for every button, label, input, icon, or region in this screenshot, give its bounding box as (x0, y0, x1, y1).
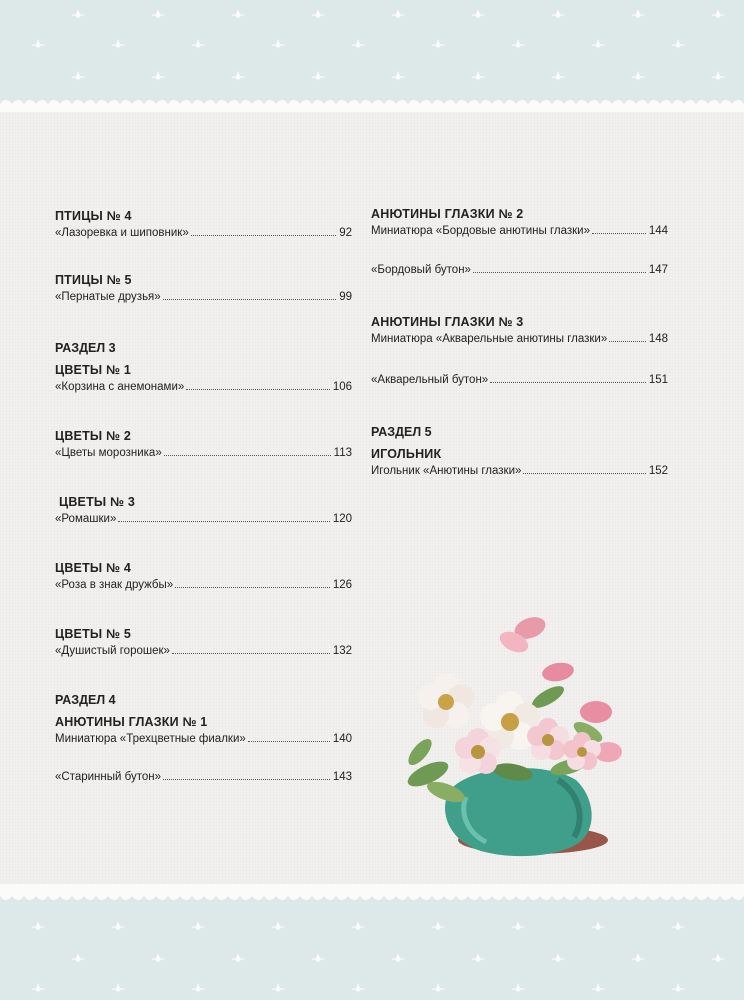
page-number: 140 (332, 733, 352, 745)
entry-title: АНЮТИНЫ ГЛАЗКИ № 2 (371, 207, 524, 221)
entry-item: «Душистый горошек» (55, 645, 170, 657)
entry-title: ЦВЕТЫ № 5 (55, 627, 132, 641)
page-number: 152 (648, 465, 668, 477)
dot-leader (248, 741, 330, 742)
entry-line[interactable] (55, 578, 352, 593)
page-number: 99 (339, 291, 352, 303)
dot-leader (523, 473, 645, 474)
entry-line[interactable] (55, 446, 352, 461)
dot-leader (473, 272, 646, 273)
page-number: 151 (648, 374, 668, 386)
entry-line[interactable] (371, 332, 668, 347)
toc-entry-flowers-5 (55, 626, 352, 659)
entry-item: «Цветы морозника» (55, 447, 162, 459)
flower-vase-illustration (398, 602, 630, 860)
toc-entry-pansies-3 (371, 314, 668, 388)
dot-leader (163, 299, 337, 300)
entry-item: Миниатюра «Трехцветные фиалки» (55, 733, 246, 745)
entry-item: «Старинный бутон» (55, 771, 162, 783)
entry-title: ЦВЕТЫ № 1 (55, 363, 132, 377)
entry-line[interactable] (55, 644, 352, 659)
entry-line[interactable] (371, 263, 668, 278)
toc-entry-needlebook (371, 446, 668, 479)
entry-title: АНЮТИНЫ ГЛАЗКИ № 1 (55, 715, 208, 729)
entry-line[interactable] (55, 226, 352, 241)
toc-entry-pansies-2 (371, 206, 668, 278)
entry-item: Игольник «Анютины глазки» (371, 465, 522, 477)
dot-leader (118, 521, 329, 522)
entry-item: «Роза в знак дружбы» (55, 579, 174, 591)
entry-line[interactable] (371, 224, 668, 239)
vase (445, 768, 592, 856)
dot-leader (609, 341, 646, 342)
page-number: 113 (333, 447, 352, 459)
entry-item: Миниатюра «Акварельные анютины глазки» (371, 333, 608, 345)
entry-item: «Бордовый бутон» (371, 264, 471, 276)
toc-entry-flowers-2 (55, 428, 352, 461)
entry-title: ЦВЕТЫ № 2 (55, 429, 132, 443)
entry-title: АНЮТИНЫ ГЛАЗКИ № 3 (371, 315, 524, 329)
entry-line[interactable] (55, 380, 352, 395)
entry-item: «Ромашки» (55, 513, 117, 525)
page-number: 132 (332, 645, 352, 657)
section-heading-4: РАЗДЕЛ 4 (55, 693, 116, 707)
dot-leader (191, 235, 336, 236)
entry-title: ЦВЕТЫ № 3 (59, 495, 136, 509)
dot-leader (186, 389, 330, 390)
section-heading-5: РАЗДЕЛ 5 (371, 425, 432, 439)
white-flowers (418, 673, 601, 774)
dot-leader (172, 653, 330, 654)
page-number: 92 (339, 227, 352, 239)
entry-title: ПТИЦЫ № 4 (55, 209, 132, 223)
page-number: 106 (332, 381, 352, 393)
toc-entry-flowers-4 (55, 560, 352, 593)
entry-line[interactable] (371, 373, 668, 388)
entry-line[interactable] (55, 770, 352, 785)
entry-item: «Корзина с анемонами» (55, 381, 185, 393)
entry-item: Миниатюра «Бордовые анютины глазки» (371, 225, 591, 237)
dot-leader (163, 779, 330, 780)
dot-leader (164, 455, 331, 456)
entry-line[interactable] (55, 732, 352, 747)
dot-leader (175, 587, 330, 588)
bottom-decorative-band (0, 890, 744, 1000)
entry-title: ЦВЕТЫ № 4 (55, 561, 132, 575)
toc-entry-flowers-1 (55, 362, 352, 395)
page-number: 144 (648, 225, 668, 237)
toc-entry-birds-4 (55, 208, 352, 241)
section-heading-3: РАЗДЕЛ 3 (55, 341, 116, 355)
bottom-lace-border (0, 884, 744, 906)
entry-item: «Лазоревка и шиповник» (55, 227, 189, 239)
entry-title: ИГОЛЬНИК (371, 447, 442, 461)
page-number: 126 (332, 579, 352, 591)
toc-entry-flowers-3 (55, 494, 352, 527)
entry-item: «Пернатые друзья» (55, 291, 161, 303)
dot-leader (592, 233, 646, 234)
entry-title: ПТИЦЫ № 5 (55, 273, 132, 287)
page-number: 143 (332, 771, 352, 783)
entry-line[interactable] (371, 464, 668, 479)
page-number: 120 (332, 513, 352, 525)
toc-entry-pansies-1 (55, 714, 352, 785)
dot-leader (490, 382, 646, 383)
page-number: 147 (648, 264, 668, 276)
toc-entry-birds-5 (55, 272, 352, 305)
page-number: 148 (648, 333, 668, 345)
entry-line[interactable] (55, 290, 352, 305)
bottom-pattern-motifs (0, 890, 744, 1000)
entry-item: «Акварельный бутон» (371, 374, 489, 386)
entry-line[interactable] (55, 512, 352, 527)
